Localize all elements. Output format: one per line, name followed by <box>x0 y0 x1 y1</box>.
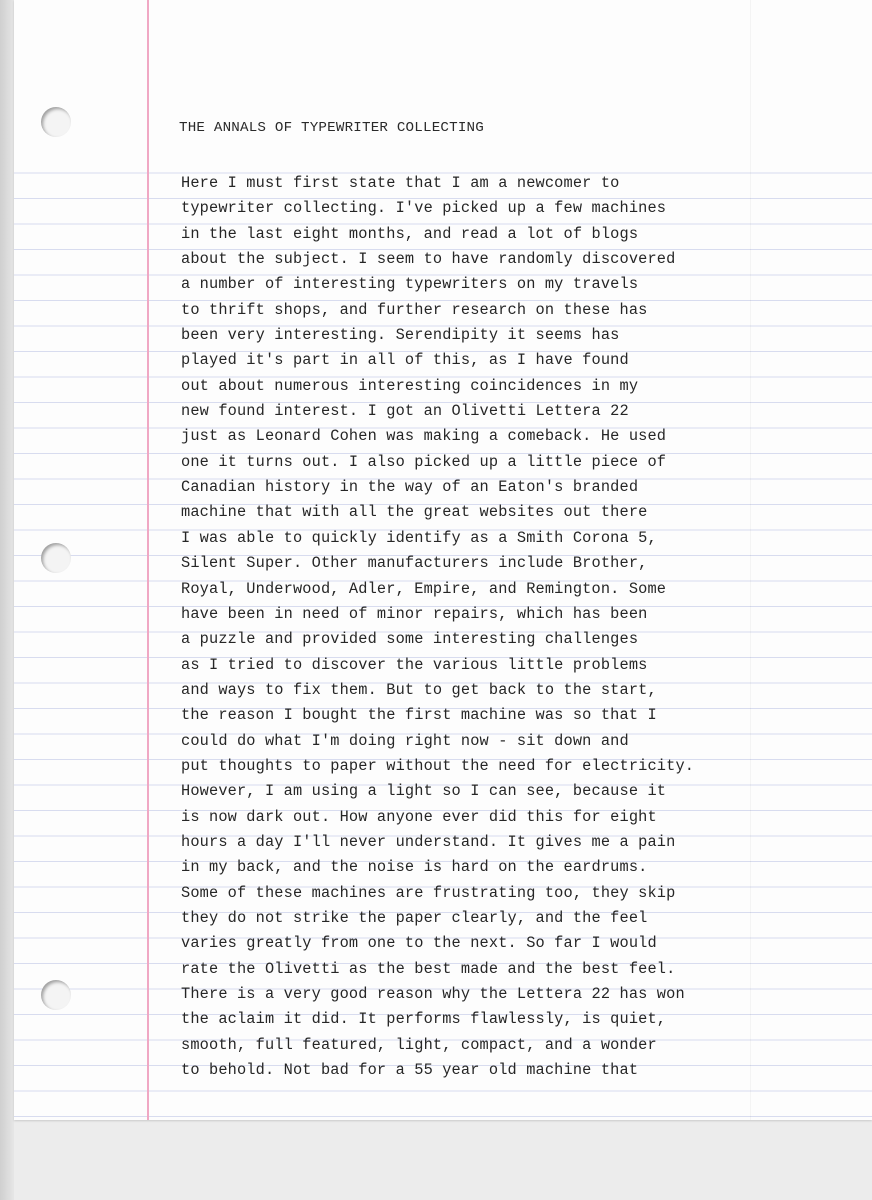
text-line: one it turns out. I also picked up a little piece of <box>181 452 667 471</box>
typed-body-text <box>181 171 694 1083</box>
text-line: varies greatly from one to the next. So far I would <box>181 934 657 953</box>
text-line: and ways to fix them. But to get back to the start, <box>181 680 657 699</box>
text-line: smooth, full featured, light, compact, and a wonder <box>181 1035 657 1054</box>
text-line: Canadian history in the way of an Eaton's branded <box>181 478 639 497</box>
text-line: to behold. Not bad for a 55 year old machine that <box>181 1061 639 1080</box>
text-line: in my back, and the noise is hard on the eardrums. <box>181 858 648 877</box>
text-line: Silent Super. Other manufacturers include Brother, <box>181 554 648 573</box>
text-line: However, I am using a light so I can see, because it <box>181 782 667 801</box>
text-line: machine that with all the great websites out there <box>181 503 648 522</box>
text-line: about the subject. I seem to have randomly discovered <box>181 250 676 269</box>
text-line: they do not strike the paper clearly, and the feel <box>181 908 648 927</box>
text-line: I was able to quickly identify as a Smith Corona 5, <box>181 528 657 547</box>
text-line: There is a very good reason why the Lettera 22 has won <box>181 985 685 1003</box>
text-line: as I tried to discover the various little problems <box>181 655 648 674</box>
text-line: typewriter collecting. I've picked up a few machines <box>181 199 667 218</box>
paper-fold-line <box>750 0 751 1120</box>
text-line: been very interesting. Serendipity it seems has <box>181 326 620 345</box>
text-line: put thoughts to paper without the need for electricity. <box>181 756 695 775</box>
text-line: have been in need of minor repairs, which has been <box>181 604 648 623</box>
text-line: the aclaim it did. It performs flawlessly, is quiet, <box>181 1010 667 1029</box>
text-line: Here I must first state that I am a newcomer to <box>181 174 620 192</box>
text-line: is now dark out. How anyone ever did this for eight <box>181 807 657 826</box>
text-line: the reason I bought the first machine was so that I <box>181 706 657 725</box>
document-title: THE ANNALS OF TYPEWRITER COLLECTING <box>179 120 484 136</box>
text-line: hours a day I'll never understand. It gives me a pain <box>181 832 676 851</box>
text-line: a puzzle and provided some interesting challenges <box>181 630 639 649</box>
text-line: out about numerous interesting coincidences in my <box>181 376 639 395</box>
text-line: Some of these machines are frustrating too, they skip <box>181 883 676 902</box>
punch-hole-middle <box>41 543 71 573</box>
text-line: played it's part in all of this, as I have found <box>181 351 629 370</box>
punch-hole-top <box>41 107 71 137</box>
text-line: could do what I'm doing right now - sit down and <box>181 731 629 750</box>
text-line: Royal, Underwood, Adler, Empire, and Remington. Some <box>181 579 667 598</box>
text-line: to thrift shops, and further research on these has <box>181 300 648 319</box>
text-line: in the last eight months, and read a lot of blogs <box>181 224 639 243</box>
text-line: new found interest. I got an Olivetti Lettera 22 <box>181 402 629 421</box>
punch-hole-bottom <box>41 980 71 1010</box>
scanner-edge-shadow <box>0 0 14 1200</box>
text-line: rate the Olivetti as the best made and the best feel. <box>181 959 676 978</box>
text-line: just as Leonard Cohen was making a comeback. He used <box>181 427 667 446</box>
margin-line <box>147 0 149 1120</box>
text-line: a number of interesting typewriters on my travels <box>181 275 639 294</box>
